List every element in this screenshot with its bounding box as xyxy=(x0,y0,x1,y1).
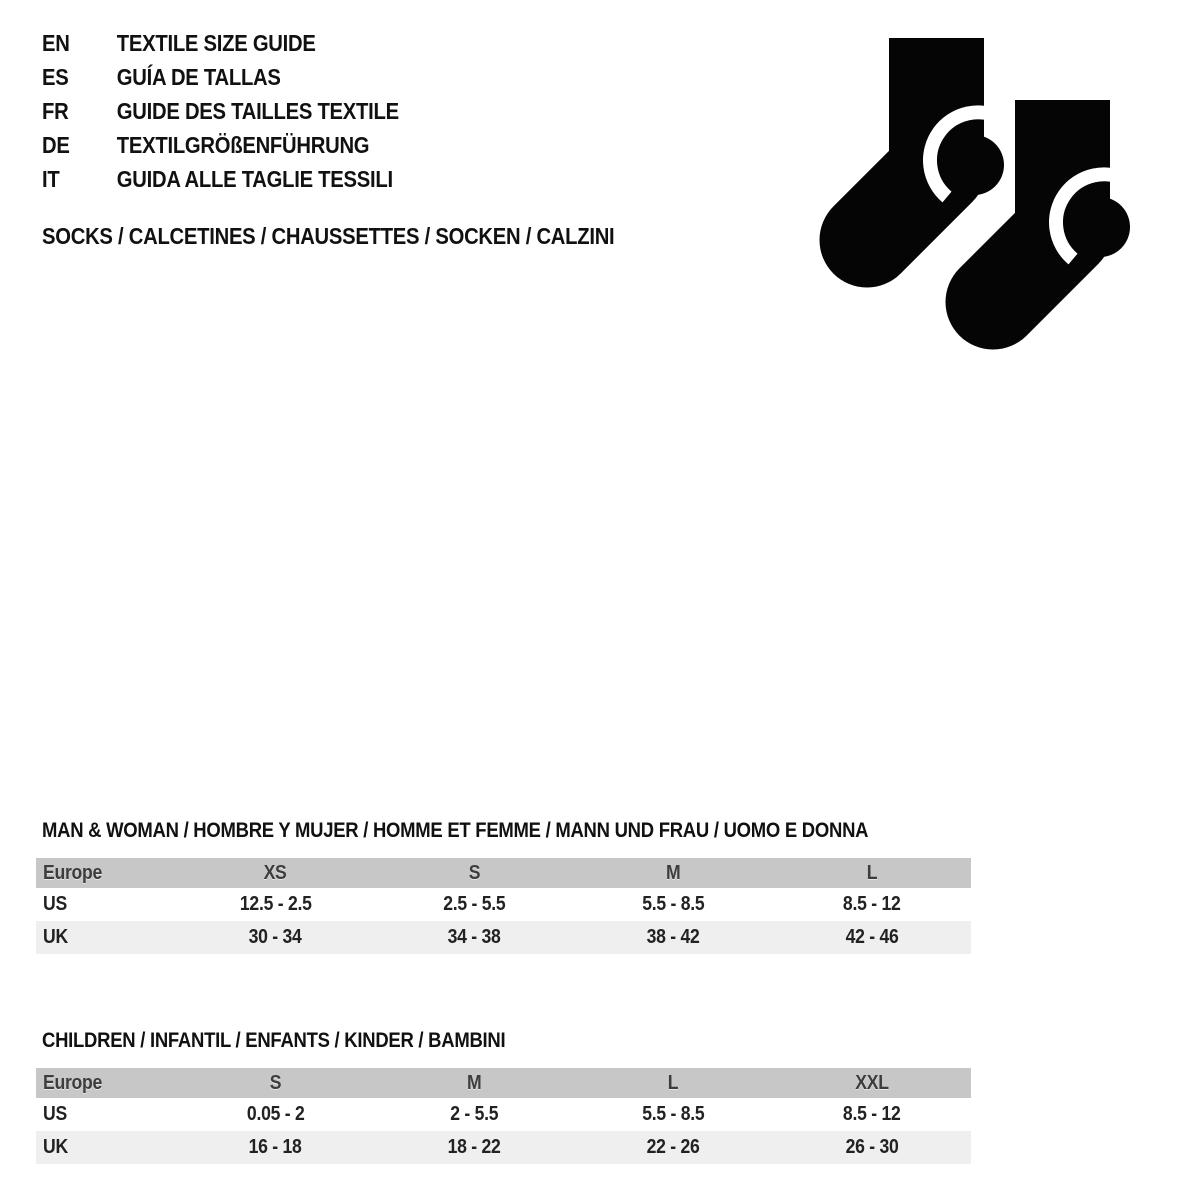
children-size-table xyxy=(36,1028,971,1164)
language-title: TEXTILE SIZE GUIDE xyxy=(116,30,316,56)
size-value-cell: 2.5 - 5.5 xyxy=(443,893,506,915)
row-label-cell: UK xyxy=(43,926,68,948)
size-value-cell: 16 - 18 xyxy=(248,1136,302,1158)
header-cell-size: M xyxy=(466,1071,482,1094)
row-label-cell: US xyxy=(43,1103,67,1125)
category-heading: SOCKS / CALCETINES / CHAUSSETTES / SOCKEN / CALZINI xyxy=(42,223,615,249)
header-cell-region: Europe xyxy=(43,861,103,884)
man-woman-size-table xyxy=(36,818,971,954)
language-row-it xyxy=(42,162,448,196)
size-value-cell: 38 - 42 xyxy=(646,926,700,948)
socks-icon xyxy=(795,30,1135,360)
table-title: MAN & WOMAN / HOMBRE Y MUJER / HOMME ET FEMME / MANN UND FRAU / UOMO E DONNA xyxy=(42,819,869,842)
header-cell-size: S xyxy=(269,1071,282,1094)
language-row-de xyxy=(42,128,448,162)
size-value-cell: 26 - 30 xyxy=(845,1136,899,1158)
table-title: CHILDREN / INFANTIL / ENFANTS / KINDER / BAMBINI xyxy=(42,1029,506,1052)
header-cell-size: XS xyxy=(263,861,287,884)
language-title: GUIDA ALLE TAGLIE TESSILI xyxy=(116,166,393,192)
header-cell-region: Europe xyxy=(43,1071,103,1094)
size-value-cell: 2 - 5.5 xyxy=(450,1103,499,1125)
size-value-cell: 30 - 34 xyxy=(248,926,302,948)
language-code: DE xyxy=(42,132,70,158)
size-value-cell: 34 - 38 xyxy=(447,926,501,948)
language-title: TEXTILGRÖßENFÜHRUNG xyxy=(116,132,370,158)
size-value-cell: 8.5 - 12 xyxy=(842,1103,901,1125)
language-code: ES xyxy=(42,64,69,90)
size-value-cell: 22 - 26 xyxy=(646,1136,700,1158)
header-cell-size: M xyxy=(665,861,681,884)
size-value-cell: 5.5 - 8.5 xyxy=(641,1103,704,1125)
size-value-cell: 5.5 - 8.5 xyxy=(641,893,704,915)
size-value-cell: 8.5 - 12 xyxy=(842,893,901,915)
language-row-es xyxy=(42,60,448,94)
language-heading-list xyxy=(42,26,448,196)
row-label-cell: UK xyxy=(43,1136,68,1158)
header-cell-size: L xyxy=(667,1071,679,1094)
table-row-us xyxy=(36,888,971,921)
table-header-row xyxy=(36,1068,971,1098)
row-label-cell: US xyxy=(43,893,67,915)
table-row-uk xyxy=(36,921,971,954)
header-cell-size: L xyxy=(866,861,877,884)
table-row-uk xyxy=(36,1131,971,1164)
size-value-cell: 42 - 46 xyxy=(845,926,899,948)
size-value-cell: 0.05 - 2 xyxy=(246,1103,305,1125)
size-value-cell: 18 - 22 xyxy=(447,1136,501,1158)
size-value-cell: 12.5 - 2.5 xyxy=(239,893,312,915)
header-cell-size: XXL xyxy=(854,1071,889,1094)
language-row-fr xyxy=(42,94,448,128)
language-code: IT xyxy=(42,166,60,192)
language-row-en xyxy=(42,26,448,60)
language-title: GUIDE DES TAILLES TEXTILE xyxy=(116,98,399,124)
header-cell-size: S xyxy=(468,861,480,884)
table-row-us xyxy=(36,1098,971,1131)
table-header-row xyxy=(36,858,971,888)
language-code: FR xyxy=(42,98,69,124)
language-title: GUÍA DE TALLAS xyxy=(116,64,281,90)
language-code: EN xyxy=(42,30,70,56)
